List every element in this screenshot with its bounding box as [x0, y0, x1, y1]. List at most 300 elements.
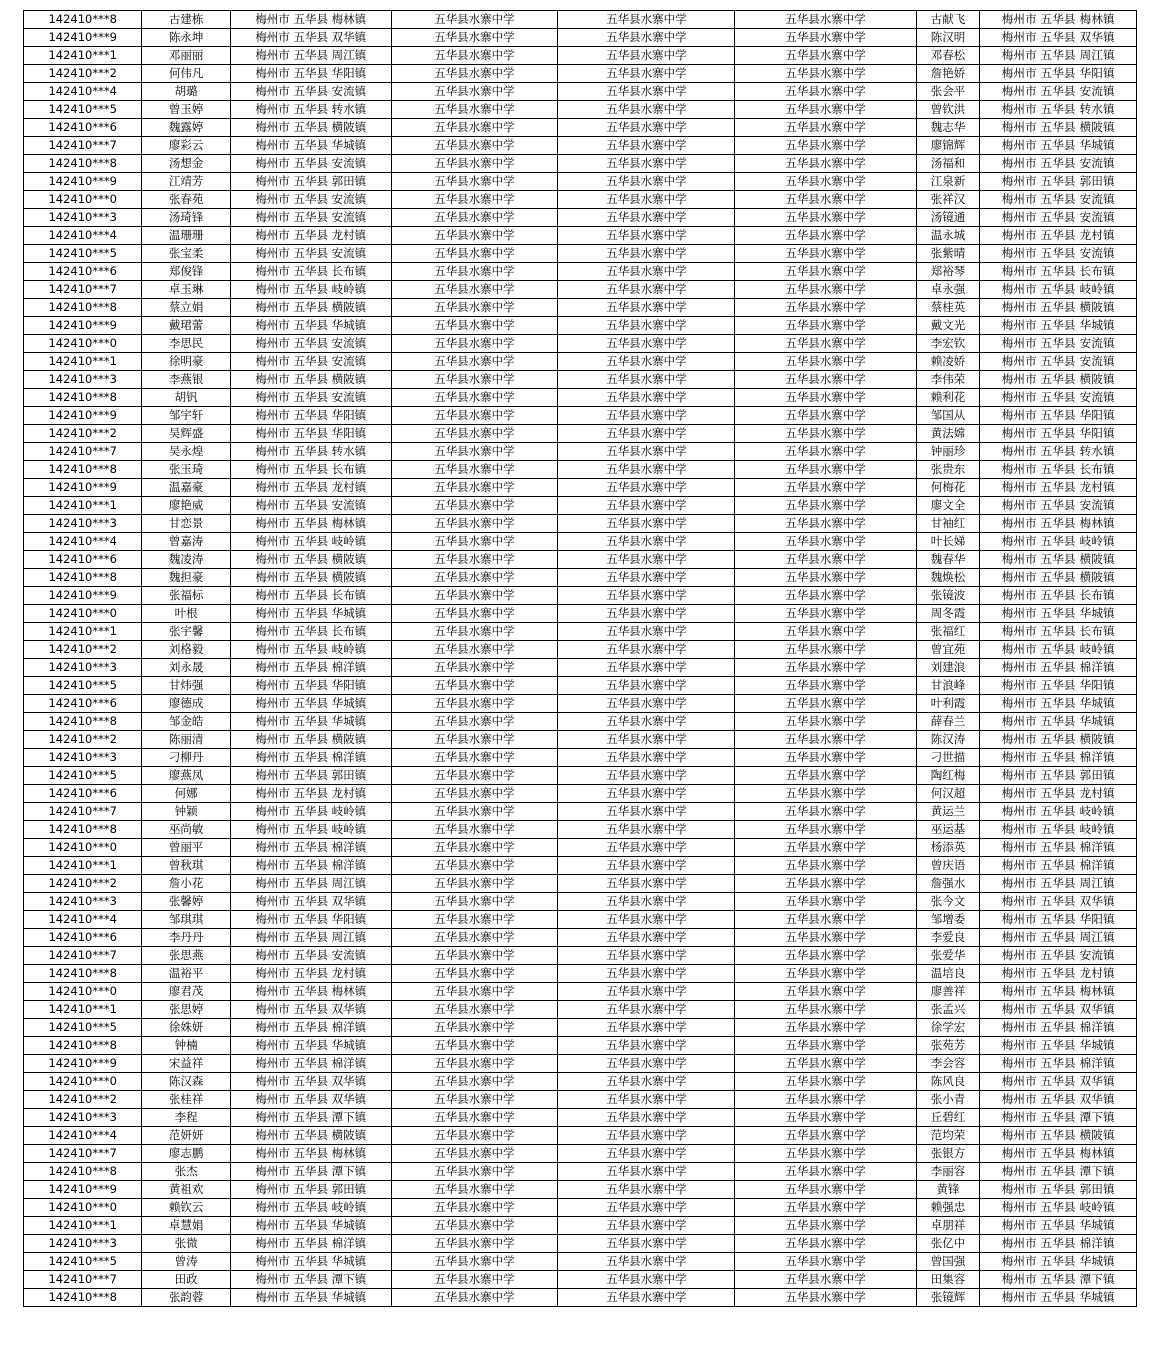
school-cell: 五华县水寨中学: [391, 1163, 558, 1181]
exam-id-cell: 142410***9: [24, 173, 142, 191]
exam-id-cell: 142410***6: [24, 551, 142, 569]
guardian-name-cell: 魏焕松: [916, 569, 980, 587]
guardian-name-cell: 李爱良: [916, 929, 980, 947]
address-cell: 梅州市 五华县 华阳镇: [230, 677, 391, 695]
student-name-cell: 甘炜强: [142, 677, 231, 695]
guardian-address-cell: 梅州市 五华县 郭田镇: [980, 173, 1137, 191]
guardian-name-cell: 何梅花: [916, 479, 980, 497]
school-cell: 五华县水寨中学: [391, 119, 558, 137]
school-cell: 五华县水寨中学: [391, 911, 558, 929]
address-cell: 梅州市 五华县 安流镇: [230, 155, 391, 173]
table-row: [24, 695, 1137, 713]
table-row: [24, 137, 1137, 155]
address-cell: 梅州市 五华县 梅林镇: [230, 515, 391, 533]
guardian-name-cell: 曾钦洪: [916, 101, 980, 119]
guardian-name-cell: 张苑芳: [916, 1037, 980, 1055]
school-cell: 五华县水寨中学: [391, 1271, 558, 1289]
school-cell: 五华县水寨中学: [558, 479, 735, 497]
address-cell: 梅州市 五华县 横陂镇: [230, 551, 391, 569]
guardian-name-cell: 钟丽珍: [916, 443, 980, 461]
school-cell: 五华县水寨中学: [735, 11, 916, 29]
guardian-address-cell: 梅州市 五华县 双华镇: [980, 1001, 1137, 1019]
address-cell: 梅州市 五华县 岐岭镇: [230, 533, 391, 551]
student-name-cell: 吴永煌: [142, 443, 231, 461]
school-cell: 五华县水寨中学: [735, 623, 916, 641]
school-cell: 五华县水寨中学: [735, 713, 916, 731]
table-row: [24, 29, 1137, 47]
school-cell: 五华县水寨中学: [558, 1037, 735, 1055]
address-cell: 梅州市 五华县 华城镇: [230, 1037, 391, 1055]
school-cell: 五华县水寨中学: [558, 1019, 735, 1037]
guardian-address-cell: 梅州市 五华县 转水镇: [980, 101, 1137, 119]
school-cell: 五华县水寨中学: [391, 515, 558, 533]
table-row: [24, 1235, 1137, 1253]
school-cell: 五华县水寨中学: [558, 1145, 735, 1163]
school-cell: 五华县水寨中学: [735, 605, 916, 623]
guardian-name-cell: 何汉超: [916, 785, 980, 803]
exam-id-cell: 142410***0: [24, 605, 142, 623]
guardian-address-cell: 梅州市 五华县 梅林镇: [980, 983, 1137, 1001]
address-cell: 梅州市 五华县 横陂镇: [230, 299, 391, 317]
school-cell: 五华县水寨中学: [558, 425, 735, 443]
guardian-address-cell: 梅州市 五华县 横陂镇: [980, 731, 1137, 749]
guardian-address-cell: 梅州市 五华县 周江镇: [980, 875, 1137, 893]
school-cell: 五华县水寨中学: [391, 1109, 558, 1127]
school-cell: 五华县水寨中学: [735, 515, 916, 533]
address-cell: 梅州市 五华县 周江镇: [230, 47, 391, 65]
guardian-name-cell: 李丽容: [916, 1163, 980, 1181]
school-cell: 五华县水寨中学: [735, 677, 916, 695]
guardian-name-cell: 温培良: [916, 965, 980, 983]
address-cell: 梅州市 五华县 华城镇: [230, 695, 391, 713]
school-cell: 五华县水寨中学: [558, 1217, 735, 1235]
student-name-cell: 邹金皓: [142, 713, 231, 731]
exam-id-cell: 142410***4: [24, 1127, 142, 1145]
school-cell: 五华县水寨中学: [558, 731, 735, 749]
school-cell: 五华县水寨中学: [558, 623, 735, 641]
school-cell: 五华县水寨中学: [735, 749, 916, 767]
address-cell: 梅州市 五华县 棉洋镇: [230, 659, 391, 677]
exam-id-cell: 142410***8: [24, 155, 142, 173]
school-cell: 五华县水寨中学: [391, 479, 558, 497]
school-cell: 五华县水寨中学: [735, 29, 916, 47]
address-cell: 梅州市 五华县 龙村镇: [230, 479, 391, 497]
guardian-name-cell: 邓春松: [916, 47, 980, 65]
school-cell: 五华县水寨中学: [558, 317, 735, 335]
school-cell: 五华县水寨中学: [735, 929, 916, 947]
school-cell: 五华县水寨中学: [735, 1055, 916, 1073]
school-cell: 五华县水寨中学: [735, 587, 916, 605]
guardian-name-cell: 黄法嫦: [916, 425, 980, 443]
school-cell: 五华县水寨中学: [391, 1145, 558, 1163]
school-cell: 五华县水寨中学: [558, 875, 735, 893]
school-cell: 五华县水寨中学: [558, 803, 735, 821]
table-row: [24, 641, 1137, 659]
student-name-cell: 廖德成: [142, 695, 231, 713]
school-cell: 五华县水寨中学: [558, 785, 735, 803]
school-cell: 五华县水寨中学: [558, 533, 735, 551]
guardian-name-cell: 刘建浪: [916, 659, 980, 677]
student-name-cell: 魏露婷: [142, 119, 231, 137]
guardian-name-cell: 巫运基: [916, 821, 980, 839]
school-cell: 五华县水寨中学: [558, 1127, 735, 1145]
student-name-cell: 张桂祥: [142, 1091, 231, 1109]
guardian-name-cell: 廖锦辉: [916, 137, 980, 155]
guardian-name-cell: 叶长娣: [916, 533, 980, 551]
address-cell: 梅州市 五华县 安流镇: [230, 335, 391, 353]
guardian-address-cell: 梅州市 五华县 龙村镇: [980, 785, 1137, 803]
guardian-name-cell: 杨添英: [916, 839, 980, 857]
school-cell: 五华县水寨中学: [391, 47, 558, 65]
guardian-name-cell: 江泉新: [916, 173, 980, 191]
school-cell: 五华县水寨中学: [735, 425, 916, 443]
school-cell: 五华县水寨中学: [391, 605, 558, 623]
guardian-address-cell: 梅州市 五华县 安流镇: [980, 83, 1137, 101]
school-cell: 五华县水寨中学: [558, 173, 735, 191]
guardian-address-cell: 梅州市 五华县 岐岭镇: [980, 641, 1137, 659]
guardian-address-cell: 梅州市 五华县 长布镇: [980, 623, 1137, 641]
exam-id-cell: 142410***7: [24, 947, 142, 965]
guardian-name-cell: 张祥汉: [916, 191, 980, 209]
student-name-cell: 邹琪琪: [142, 911, 231, 929]
school-cell: 五华县水寨中学: [735, 641, 916, 659]
school-cell: 五华县水寨中学: [391, 353, 558, 371]
student-name-cell: 詹小花: [142, 875, 231, 893]
school-cell: 五华县水寨中学: [735, 533, 916, 551]
school-cell: 五华县水寨中学: [558, 1163, 735, 1181]
table-row: [24, 497, 1137, 515]
school-cell: 五华县水寨中学: [735, 407, 916, 425]
guardian-address-cell: 梅州市 五华县 安流镇: [980, 947, 1137, 965]
school-cell: 五华县水寨中学: [558, 461, 735, 479]
guardian-address-cell: 梅州市 五华县 华阳镇: [980, 65, 1137, 83]
table-row: [24, 389, 1137, 407]
school-cell: 五华县水寨中学: [558, 227, 735, 245]
table-row: [24, 353, 1137, 371]
address-cell: 梅州市 五华县 郭田镇: [230, 767, 391, 785]
student-name-cell: 张馨婷: [142, 893, 231, 911]
address-cell: 梅州市 五华县 龙村镇: [230, 965, 391, 983]
guardian-name-cell: 温永城: [916, 227, 980, 245]
address-cell: 梅州市 五华县 华城镇: [230, 605, 391, 623]
student-name-cell: 李丹丹: [142, 929, 231, 947]
exam-id-cell: 142410***3: [24, 659, 142, 677]
school-cell: 五华县水寨中学: [391, 497, 558, 515]
school-cell: 五华县水寨中学: [391, 245, 558, 263]
guardian-address-cell: 梅州市 五华县 棉洋镇: [980, 749, 1137, 767]
exam-id-cell: 142410***9: [24, 407, 142, 425]
guardian-address-cell: 梅州市 五华县 华城镇: [980, 605, 1137, 623]
school-cell: 五华县水寨中学: [558, 101, 735, 119]
address-cell: 梅州市 五华县 安流镇: [230, 83, 391, 101]
school-cell: 五华县水寨中学: [391, 1199, 558, 1217]
school-cell: 五华县水寨中学: [735, 353, 916, 371]
table-row: [24, 1289, 1137, 1307]
guardian-name-cell: 古献飞: [916, 11, 980, 29]
school-cell: 五华县水寨中学: [391, 677, 558, 695]
school-cell: 五华县水寨中学: [558, 83, 735, 101]
guardian-address-cell: 梅州市 五华县 双华镇: [980, 1073, 1137, 1091]
guardian-name-cell: 张今文: [916, 893, 980, 911]
school-cell: 五华县水寨中学: [391, 641, 558, 659]
guardian-name-cell: 詹强水: [916, 875, 980, 893]
school-cell: 五华县水寨中学: [735, 947, 916, 965]
table-row: [24, 11, 1137, 29]
guardian-name-cell: 卓永强: [916, 281, 980, 299]
student-name-cell: 汤琦锋: [142, 209, 231, 227]
guardian-address-cell: 梅州市 五华县 华城镇: [980, 137, 1137, 155]
school-cell: 五华县水寨中学: [391, 785, 558, 803]
table-row: [24, 623, 1137, 641]
guardian-address-cell: 梅州市 五华县 安流镇: [980, 353, 1137, 371]
guardian-name-cell: 廖文全: [916, 497, 980, 515]
student-name-cell: 张玉琦: [142, 461, 231, 479]
table-row: [24, 281, 1137, 299]
school-cell: 五华县水寨中学: [735, 101, 916, 119]
exam-id-cell: 142410***9: [24, 317, 142, 335]
school-cell: 五华县水寨中学: [735, 209, 916, 227]
student-name-cell: 钟颖: [142, 803, 231, 821]
student-name-cell: 郑俊锋: [142, 263, 231, 281]
school-cell: 五华县水寨中学: [735, 1019, 916, 1037]
guardian-name-cell: 张福红: [916, 623, 980, 641]
exam-id-cell: 142410***4: [24, 911, 142, 929]
guardian-name-cell: 李会容: [916, 1055, 980, 1073]
exam-id-cell: 142410***1: [24, 857, 142, 875]
school-cell: 五华县水寨中学: [735, 1289, 916, 1307]
school-cell: 五华县水寨中学: [558, 551, 735, 569]
school-cell: 五华县水寨中学: [558, 371, 735, 389]
table-row: [24, 551, 1137, 569]
school-cell: 五华县水寨中学: [391, 11, 558, 29]
table-row: [24, 605, 1137, 623]
table-row: [24, 263, 1137, 281]
school-cell: 五华县水寨中学: [735, 47, 916, 65]
exam-id-cell: 142410***9: [24, 587, 142, 605]
table-row: [24, 767, 1137, 785]
exam-id-cell: 142410***5: [24, 101, 142, 119]
student-name-cell: 曾玉婷: [142, 101, 231, 119]
table-row: [24, 713, 1137, 731]
address-cell: 梅州市 五华县 长布镇: [230, 263, 391, 281]
guardian-name-cell: 魏志华: [916, 119, 980, 137]
school-cell: 五华县水寨中学: [735, 1253, 916, 1271]
exam-id-cell: 142410***1: [24, 1217, 142, 1235]
table-row: [24, 335, 1137, 353]
table-row: [24, 839, 1137, 857]
school-cell: 五华县水寨中学: [558, 515, 735, 533]
student-name-cell: 邓丽丽: [142, 47, 231, 65]
table-row: [24, 659, 1137, 677]
exam-id-cell: 142410***8: [24, 1289, 142, 1307]
school-cell: 五华县水寨中学: [735, 785, 916, 803]
guardian-name-cell: 徐学宏: [916, 1019, 980, 1037]
address-cell: 梅州市 五华县 华阳镇: [230, 425, 391, 443]
guardian-name-cell: 汤福和: [916, 155, 980, 173]
student-name-cell: 张杰: [142, 1163, 231, 1181]
school-cell: 五华县水寨中学: [558, 1109, 735, 1127]
school-cell: 五华县水寨中学: [735, 1235, 916, 1253]
table-row: [24, 1181, 1137, 1199]
guardian-name-cell: 薛春兰: [916, 713, 980, 731]
guardian-name-cell: 曾国强: [916, 1253, 980, 1271]
school-cell: 五华县水寨中学: [391, 335, 558, 353]
table-row: [24, 1127, 1137, 1145]
school-cell: 五华县水寨中学: [558, 1181, 735, 1199]
address-cell: 梅州市 五华县 双华镇: [230, 29, 391, 47]
student-name-cell: 徐明豪: [142, 353, 231, 371]
school-cell: 五华县水寨中学: [735, 551, 916, 569]
school-cell: 五华县水寨中学: [558, 605, 735, 623]
exam-id-cell: 142410***6: [24, 785, 142, 803]
school-cell: 五华县水寨中学: [558, 209, 735, 227]
guardian-address-cell: 梅州市 五华县 棉洋镇: [980, 1235, 1137, 1253]
school-cell: 五华县水寨中学: [735, 479, 916, 497]
student-name-cell: 曾秋琪: [142, 857, 231, 875]
guardian-address-cell: 梅州市 五华县 岐岭镇: [980, 533, 1137, 551]
school-cell: 五华县水寨中学: [391, 623, 558, 641]
school-cell: 五华县水寨中学: [558, 1289, 735, 1307]
address-cell: 梅州市 五华县 安流镇: [230, 191, 391, 209]
school-cell: 五华县水寨中学: [391, 839, 558, 857]
address-cell: 梅州市 五华县 棉洋镇: [230, 1235, 391, 1253]
guardian-address-cell: 梅州市 五华县 郭田镇: [980, 1181, 1137, 1199]
school-cell: 五华县水寨中学: [558, 659, 735, 677]
school-cell: 五华县水寨中学: [391, 713, 558, 731]
student-name-cell: 甘恋景: [142, 515, 231, 533]
guardian-address-cell: 梅州市 五华县 岐岭镇: [980, 803, 1137, 821]
table-row: [24, 1217, 1137, 1235]
school-cell: 五华县水寨中学: [735, 137, 916, 155]
table-row: [24, 857, 1137, 875]
guardian-address-cell: 梅州市 五华县 龙村镇: [980, 965, 1137, 983]
address-cell: 梅州市 五华县 岐岭镇: [230, 281, 391, 299]
address-cell: 梅州市 五华县 长布镇: [230, 623, 391, 641]
address-cell: 梅州市 五华县 华阳镇: [230, 407, 391, 425]
school-cell: 五华县水寨中学: [558, 1253, 735, 1271]
address-cell: 梅州市 五华县 安流镇: [230, 245, 391, 263]
table-row: [24, 893, 1137, 911]
table-row: [24, 245, 1137, 263]
school-cell: 五华县水寨中学: [391, 659, 558, 677]
guardian-address-cell: 梅州市 五华县 华阳镇: [980, 911, 1137, 929]
guardian-address-cell: 梅州市 五华县 横陂镇: [980, 1127, 1137, 1145]
table-row: [24, 1073, 1137, 1091]
exam-id-cell: 142410***1: [24, 47, 142, 65]
address-cell: 梅州市 五华县 棉洋镇: [230, 1019, 391, 1037]
table-row: [24, 1109, 1137, 1127]
exam-id-cell: 142410***3: [24, 893, 142, 911]
guardian-address-cell: 梅州市 五华县 安流镇: [980, 155, 1137, 173]
school-cell: 五华县水寨中学: [558, 245, 735, 263]
school-cell: 五华县水寨中学: [558, 695, 735, 713]
exam-id-cell: 142410***7: [24, 803, 142, 821]
school-cell: 五华县水寨中学: [558, 1199, 735, 1217]
guardian-address-cell: 梅州市 五华县 潭下镇: [980, 1109, 1137, 1127]
student-name-cell: 卓慧娟: [142, 1217, 231, 1235]
guardian-address-cell: 梅州市 五华县 华阳镇: [980, 425, 1137, 443]
school-cell: 五华县水寨中学: [391, 569, 558, 587]
school-cell: 五华县水寨中学: [735, 1217, 916, 1235]
guardian-address-cell: 梅州市 五华县 周江镇: [980, 47, 1137, 65]
address-cell: 梅州市 五华县 长布镇: [230, 461, 391, 479]
guardian-address-cell: 梅州市 五华县 华城镇: [980, 713, 1137, 731]
guardian-address-cell: 梅州市 五华县 安流镇: [980, 191, 1137, 209]
school-cell: 五华县水寨中学: [735, 173, 916, 191]
exam-id-cell: 142410***1: [24, 1001, 142, 1019]
school-cell: 五华县水寨中学: [735, 443, 916, 461]
student-name-cell: 陈汉森: [142, 1073, 231, 1091]
exam-id-cell: 142410***0: [24, 1073, 142, 1091]
student-name-cell: 李思民: [142, 335, 231, 353]
guardian-name-cell: 田集容: [916, 1271, 980, 1289]
guardian-name-cell: 赖利花: [916, 389, 980, 407]
guardian-name-cell: 赖凌娇: [916, 353, 980, 371]
table-row: [24, 677, 1137, 695]
exam-id-cell: 142410***1: [24, 623, 142, 641]
school-cell: 五华县水寨中学: [735, 497, 916, 515]
guardian-name-cell: 曾宜苑: [916, 641, 980, 659]
address-cell: 梅州市 五华县 横陂镇: [230, 119, 391, 137]
school-cell: 五华县水寨中学: [391, 83, 558, 101]
school-cell: 五华县水寨中学: [391, 1289, 558, 1307]
exam-id-cell: 142410***8: [24, 569, 142, 587]
address-cell: 梅州市 五华县 岐岭镇: [230, 821, 391, 839]
school-cell: 五华县水寨中学: [391, 695, 558, 713]
school-cell: 五华县水寨中学: [558, 353, 735, 371]
exam-id-cell: 142410***3: [24, 515, 142, 533]
school-cell: 五华县水寨中学: [391, 965, 558, 983]
school-cell: 五华县水寨中学: [391, 1037, 558, 1055]
school-cell: 五华县水寨中学: [558, 965, 735, 983]
guardian-name-cell: 陈风良: [916, 1073, 980, 1091]
guardian-address-cell: 梅州市 五华县 梅林镇: [980, 11, 1137, 29]
table-row: [24, 911, 1137, 929]
address-cell: 梅州市 五华县 双华镇: [230, 1001, 391, 1019]
exam-id-cell: 142410***4: [24, 227, 142, 245]
table-row: [24, 929, 1137, 947]
school-cell: 五华县水寨中学: [735, 857, 916, 875]
school-cell: 五华县水寨中学: [558, 821, 735, 839]
table-row: [24, 173, 1137, 191]
student-name-cell: 张宝柔: [142, 245, 231, 263]
guardian-name-cell: 张会平: [916, 83, 980, 101]
guardian-address-cell: 梅州市 五华县 安流镇: [980, 335, 1137, 353]
school-cell: 五华县水寨中学: [735, 119, 916, 137]
guardian-address-cell: 梅州市 五华县 棉洋镇: [980, 839, 1137, 857]
school-cell: 五华县水寨中学: [735, 731, 916, 749]
exam-id-cell: 142410***8: [24, 965, 142, 983]
guardian-name-cell: 卓朋祥: [916, 1217, 980, 1235]
table-row: [24, 425, 1137, 443]
school-cell: 五华县水寨中学: [735, 1073, 916, 1091]
exam-id-cell: 142410***2: [24, 1091, 142, 1109]
student-name-cell: 宋益祥: [142, 1055, 231, 1073]
address-cell: 梅州市 五华县 双华镇: [230, 1073, 391, 1091]
exam-id-cell: 142410***6: [24, 119, 142, 137]
table-row: [24, 407, 1137, 425]
school-cell: 五华县水寨中学: [391, 65, 558, 83]
guardian-name-cell: 陈汉明: [916, 29, 980, 47]
school-cell: 五华县水寨中学: [735, 263, 916, 281]
table-row: [24, 317, 1137, 335]
table-row: [24, 461, 1137, 479]
student-name-cell: 温珊珊: [142, 227, 231, 245]
exam-id-cell: 142410***6: [24, 695, 142, 713]
school-cell: 五华县水寨中学: [558, 191, 735, 209]
guardian-name-cell: 张爱华: [916, 947, 980, 965]
address-cell: 梅州市 五华县 潭下镇: [230, 1271, 391, 1289]
